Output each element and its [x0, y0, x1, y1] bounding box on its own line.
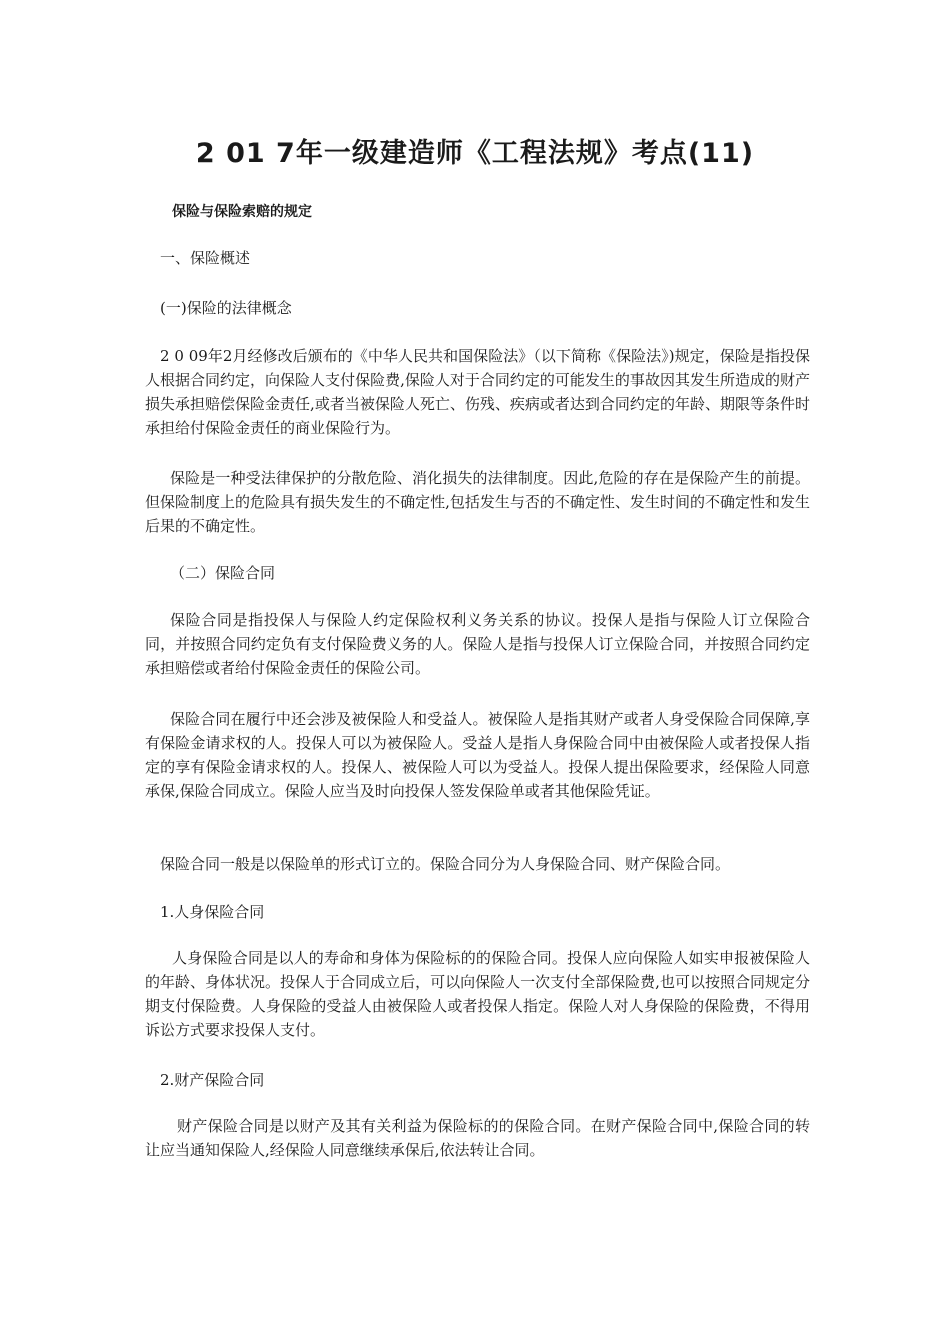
section-heading-insurance-contract: （二）保险合同 — [170, 564, 276, 582]
paragraph-life-insurance: 人身保险合同是以人的寿命和身体为保险标的的保险合同。投保人应向保险人如实申报被保险人的年龄、身体状况。投保人于合同成立后，可以向保险人一次支付全部保险费,也可以按照合同规定分期支付保险费。人身保险的受益人由被保险人或者投保人指定。保险人对人身保险的保险费，不得用诉讼方式要求投保人支付。 — [145, 949, 810, 1039]
paragraph-risk-nature: 保险是一种受法律保护的分散危险、消化损失的法律制度。因此,危险的存在是保险产生的前提。但保险制度上的危险具有损失发生的不确定性,包括发生与否的不确定性、发生时间的不确定性和发生后果的不确定性。 — [145, 469, 810, 535]
section-heading-life-insurance: 1.人身保险合同 — [160, 903, 265, 921]
section-heading-legal-concept: (一)保险的法律概念 — [160, 299, 292, 317]
paragraph-legal-definition: 2 0 09年2月经修改后颁布的《中华人民共和国保险法》（以下简称《保险法》)规定，保险是指投保人根据合同约定，向保险人支付保险费,保险人对于合同约定的可能发生的事故因其发生所造成的财产损失承担赔偿保险金责任,或者当被保险人死亡、伤残、疾病或者达到合同约定的年龄、期限等条件时承担给付保险金责任的商业保险行为。 — [145, 347, 810, 437]
document-title: 2 01 7年一级建造师《工程法规》考点(11) — [195, 138, 755, 169]
paragraph-contract-types: 保险合同一般是以保险单的形式订立的。保险合同分为人身保险合同、财产保险合同。 — [160, 855, 731, 873]
document-subtitle: 保险与保险索赔的规定 — [172, 204, 312, 220]
section-heading-property-insurance: 2.财产保险合同 — [160, 1071, 265, 1089]
paragraph-contract-definition: 保险合同是指投保人与保险人约定保险权利义务关系的协议。投保人是指与保险人订立保险合同，并按照合同约定负有支付保险费义务的人。保险人是指与投保人订立保险合同，并按照合同约定承担赔偿或者给付保险金责任的保险公司。 — [145, 611, 810, 677]
paragraph-property-insurance: 财产保险合同是以财产及其有关利益为保险标的的保险合同。在财产保险合同中,保险合同的转让应当通知保险人,经保险人同意继续承保后,依法转让合同。 — [145, 1117, 810, 1159]
section-heading-overview: 一、保险概述 — [160, 249, 251, 267]
paragraph-insured-beneficiary: 保险合同在履行中还会涉及被保险人和受益人。被保险人是指其财产或者人身受保险合同保障,享有保险金请求权的人。投保人可以为被保险人。受益人是指人身保险合同中由被保险人或者投保人指定的享有保险金请求权的人。投保人、被保险人可以为受益人。投保人提出保险要求，经保险人同意承保,保险合同成立。保险人应当及时向投保人签发保险单或者其他保险凭证。 — [145, 710, 810, 800]
